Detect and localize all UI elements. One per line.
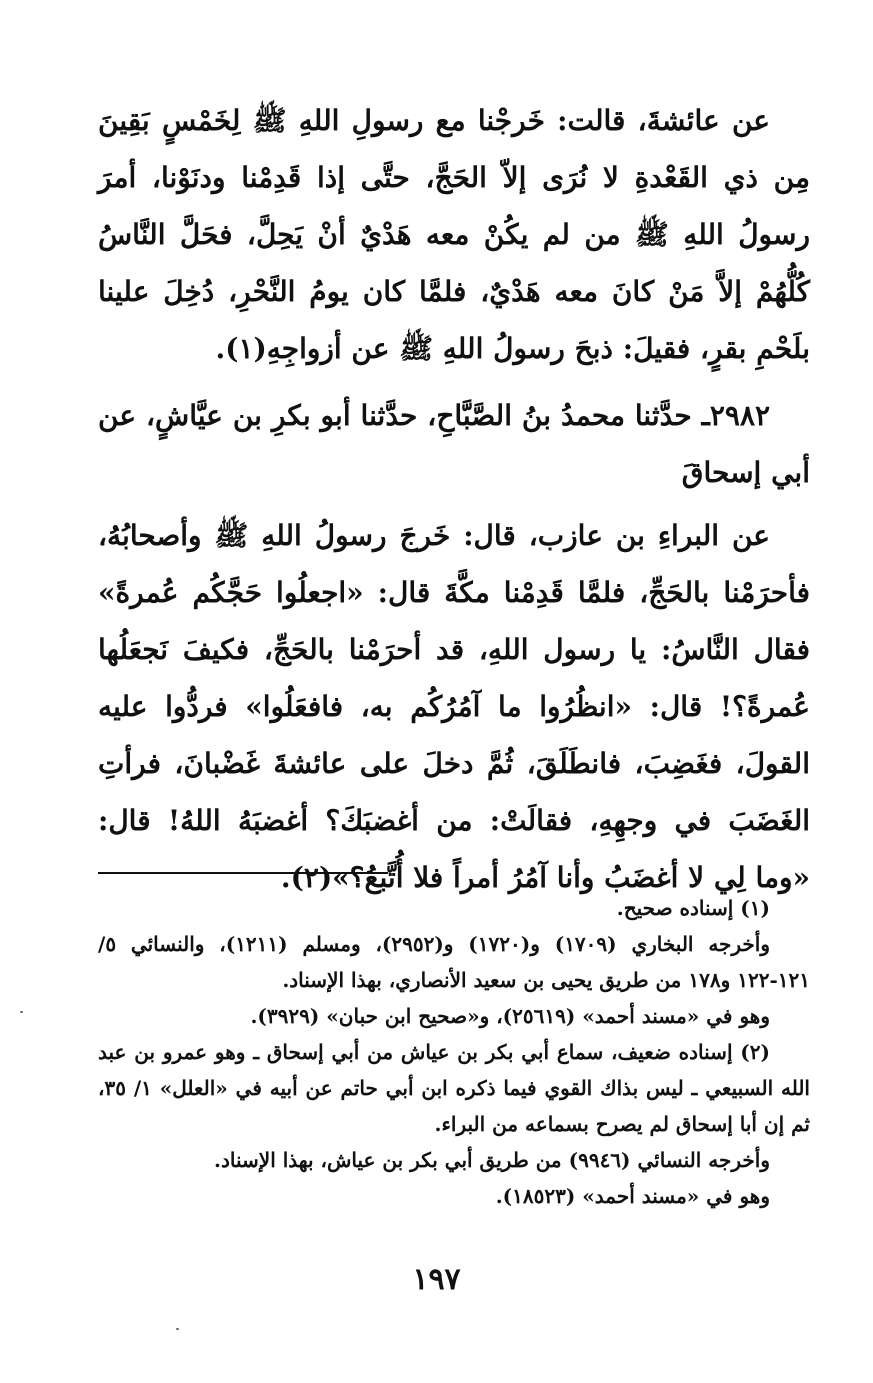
footnote-1-musnad: وهو في «مسند أحمد» (٢٥٦١٩)، و«صحيح ابن حبان» (٣٩٢٩).: [250, 1004, 770, 1028]
main-text-block: [98, 92, 810, 906]
hadith-text-paragraph-2: عن البراءِ بن عازب، قال: خَرجَ رسولُ اللهِ ﷺ وأصحابُهُ، فأحرَمْنا بالحَجِّ، فلمَّا قَدِمْنا مكَّةَ قال: «اجعلُوا حَجَّكُم عُمرةً» فقال النَّاسُ: يا رسول اللهِ، قد أحرَمْنا بالحَجِّ، فكيفَ نَجعَلُها عُمرةً؟! قال: «انظُرُوا ما آمُرُكُم به، فافعَلُوا» فردُّوا عليه القولَ، فغَضِبَ، فانطَلَقَ، ثُمَّ دخلَ على عائشةَ غَضْبانَ، فرأتِ الغَضَبَ في وجهِهِ، فقالَتْ: من أغضبَكَ؟ أغضبَهُ اللهُ! قال: «وما لِي لا أغضَبُ وأنا آمُرُ أمراً فلا أُتَّبعُ؟»(٢).: [98, 519, 810, 894]
footnote-1-sources: وأخرجه البخاري (١٧٠٩) و(١٧٢٠) و(٢٩٥٢)، ومسلم (١٢١١)، والنسائي ٥/ ١٢١-١٢٢ و١٧٨ من طريق يحيى بن سعيد الأنصاري، بهذا الإسناد.: [98, 932, 810, 992]
scan-speck: [176, 1328, 179, 1330]
footnote-1-grade: (١) إسناده صحيح.: [616, 896, 770, 920]
footnote-2-musnad: وهو في «مسند أحمد» (١٨٥٢٣).: [495, 1184, 770, 1208]
footnotes-block: [98, 890, 810, 1214]
hadith-isnad-header: ٢٩٨٢ـ حدَّثنا محمدُ بنُ الصَّبَّاحِ، حدَّثنا أبو بكرِ بن عيَّاشٍ، عن أبي إسحاقَ: [98, 399, 810, 489]
page-number: ١٩٧: [412, 1262, 461, 1297]
scan-speck: [20, 1011, 23, 1013]
footnote-2-grade: (٢) إسناده ضعيف، سماع أبي بكر بن عياش من أبي إسحاق ـ وهو عمرو بن عبد الله السبيعي ـ ليس بذاك القوي فيما ذكره ابن أبي حاتم عن أبيه في «العلل» ١/ ٣٥، ثم إن أبا إسحاق لم يصرح بسماعه من البراء.: [98, 1040, 810, 1136]
footnote-separator: [98, 872, 388, 874]
footnote-2-sources: وأخرجه النسائي (٩٩٤٦) من طريق أبي بكر بن عياش، بهذا الإسناد.: [214, 1148, 770, 1172]
hadith-text-paragraph: عن عائشةَ، قالت: خَرجْنا مع رسولِ اللهِ ﷺ لِخَمْسٍ بَقِينَ مِن ذي القَعْدةِ لا نُرَى إلاّ الحَجَّ، حتَّى إذا قَدِمْنا ودنَوْنا، أمرَ رسولُ اللهِ ﷺ من لم يكُنْ معه هَدْيٌ أنْ يَحِلَّ، فحَلَّ النَّاسُ كُلُّهُمْ إلاَّ مَنْ كانَ معه هَدْيٌ، فلمَّا كان يومُ النَّحْرِ، دُخِلَ علينا بلَحْمِ بقرٍ، فقيلَ: ذبحَ رسولُ اللهِ ﷺ عن أزواجِهِ(١).: [98, 104, 810, 365]
